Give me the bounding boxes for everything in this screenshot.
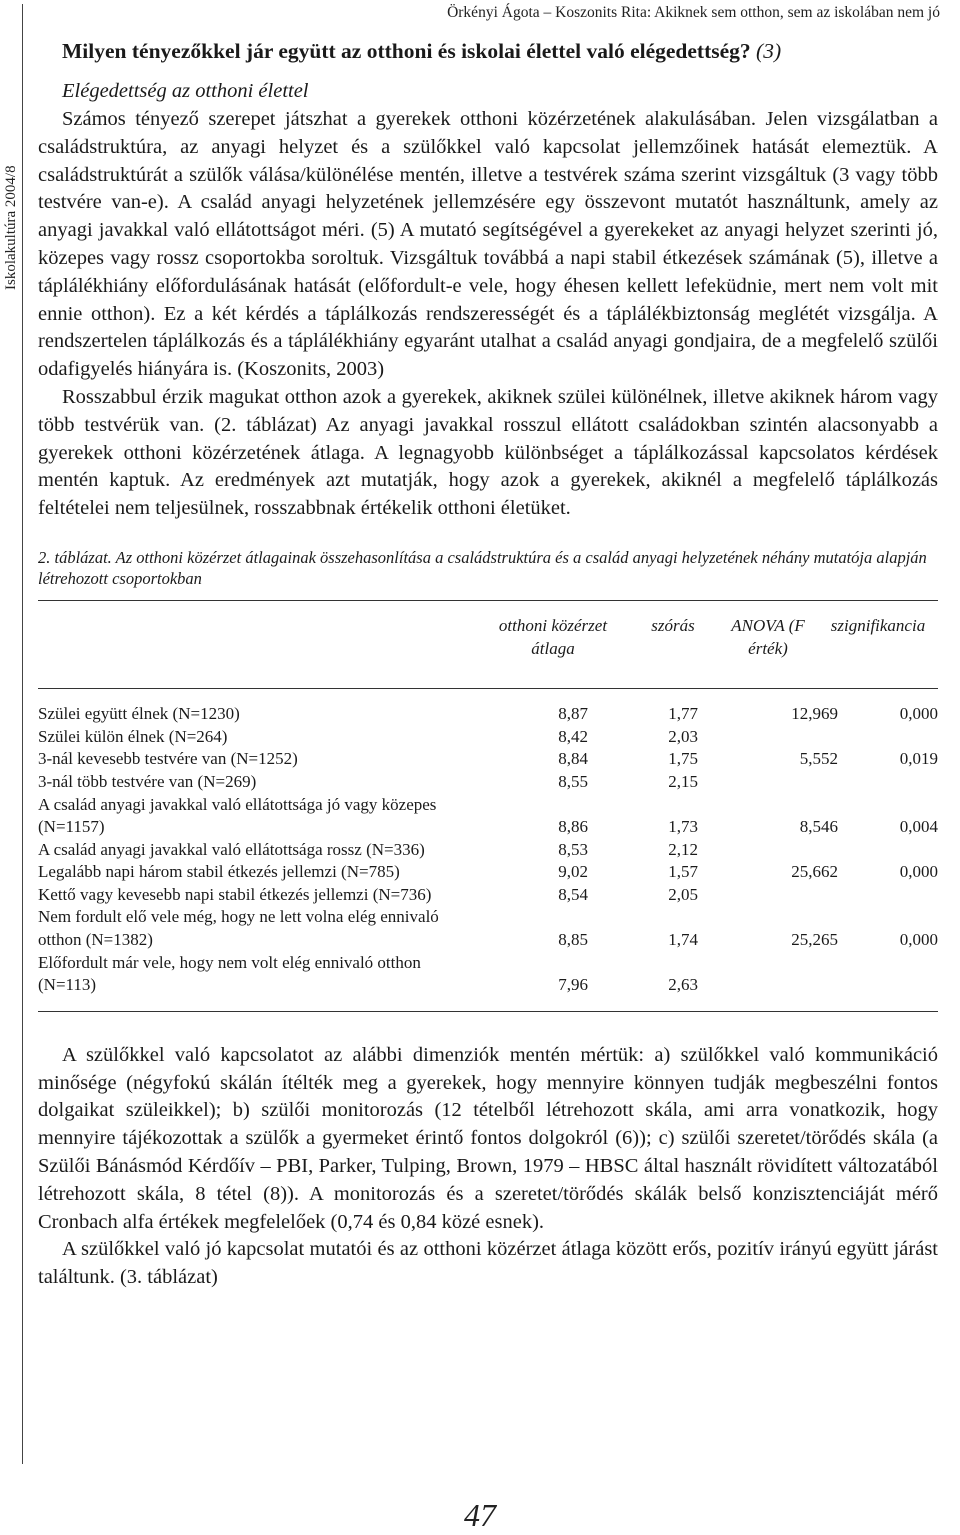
row-sd: 2,12 <box>668 839 698 859</box>
row-anova: 8,546 <box>799 817 838 837</box>
section-title-text: Milyen tényezőkkel jár együtt az otthoni és iskolai élettel való elégedettség? <box>62 39 751 63</box>
table-header-row <box>38 601 938 688</box>
bottom-text <box>38 1042 938 1292</box>
row-anova <box>698 884 838 907</box>
row-label: A család anyagi javakkal való ellátottsága rossz (N=336) <box>38 839 425 859</box>
row-sig: 0,000 <box>899 704 938 724</box>
row-label: Legalább napi három stabil étkezés jellemzi (N=785) <box>38 862 400 882</box>
header-sig: szignifikancia <box>830 615 926 635</box>
header-blank <box>38 601 478 688</box>
row-sig <box>838 771 938 794</box>
row-sd: 2,03 <box>668 726 698 746</box>
row-sig: 0,000 <box>899 930 938 950</box>
row-sd: 2,15 <box>668 771 698 791</box>
row-sd: 1,73 <box>668 817 698 837</box>
row-mean: 8,55 <box>558 771 588 791</box>
data-table-body <box>38 689 938 1011</box>
row-anova: 5,552 <box>799 749 838 769</box>
row-label: A család anyagi javakkal való ellátottsága jó vagy közepes (N=1157) <box>38 794 437 837</box>
table-row <box>38 884 938 907</box>
row-anova: 25,662 <box>791 862 838 882</box>
subhead: Elégedettség az otthoni élettel <box>62 80 309 102</box>
row-anova: 25,265 <box>791 930 838 950</box>
row-mean: 8,53 <box>558 839 588 859</box>
journal-label: Iskolakultúra 2004/8 <box>3 165 19 290</box>
table-row <box>38 748 938 771</box>
row-mean: 8,84 <box>558 749 588 769</box>
row-mean: 8,54 <box>558 884 588 904</box>
row-mean: 8,42 <box>558 726 588 746</box>
row-sd: 1,74 <box>668 930 698 950</box>
page-number: 47 <box>464 1497 496 1533</box>
section-title <box>62 36 938 66</box>
paragraph: Számos tényező szerepet játszhat a gyerekek otthoni közérzetének alakulásában. Jelen vizsgálatban a családstruktúra, az anyagi helyzet és a szülőkkel való kapcsolat jellemzőinek hatását elemeztük. A családstruktúrát a szülők válása/különélése mentén, illetve a testvérek száma szerint vizsgáltuk (3 vagy több testvére van-e). A család anyagi helyzetének jellemzésére egy összevont mutatót használtunk, amely az anyagi javakkal való ellátottságot méri. (5) A mutató segítségével a gyerekeket az anyagi helyzet szerinti jó, közepes vagy rossz csoportokba soroltuk. Vizsgáltuk továbbá a napi stabil étkezések számának (5), illetve a táplálékhiány előfordulásának hatását (előfordult-e vele, hogy éhesen kellett lefeküdnie, mert nem volt mit ennie otthon). Ez a két kérdés a táplálkozás rendszerességét és a táplálékbiztonság meglétét vizsgálja. A rendszertelen táplálkozás és a táplálékhiány egyaránt utalhat a család anyagi gondjaira, de a megfelelő szülői odafigyelés hiányára is. (Koszonits, 2003) <box>38 108 938 381</box>
table-row <box>38 771 938 794</box>
table-row <box>38 726 938 749</box>
article-body <box>38 36 938 1292</box>
row-label: Nem fordult elő vele még, hogy ne lett volna elég ennivaló otthon (N=1382) <box>38 907 439 950</box>
row-sd: 1,75 <box>668 749 698 769</box>
table-row <box>38 794 938 839</box>
table-bottom-rule <box>38 1011 938 1012</box>
row-sig <box>838 884 938 907</box>
running-head: Örkényi Ágota – Koszonits Rita: Akiknek sem otthon, sem az iskolában nem jó <box>447 4 940 21</box>
row-anova <box>698 839 838 862</box>
row-sig: 0,019 <box>899 749 938 769</box>
row-mean: 7,96 <box>558 975 588 995</box>
row-label: Előfordult már vele, hogy nem volt elég ennivaló otthon (N=113) <box>38 952 421 995</box>
paragraph: A szülőkkel való jó kapcsolat mutatói és az otthoni közérzet átlaga között erős, pozitív irányú együtt járást találtunk. (3. táblázat) <box>38 1238 938 1289</box>
header-anova: ANOVA (F érték) <box>731 615 805 658</box>
row-anova <box>698 771 838 794</box>
row-anova <box>698 952 838 1011</box>
data-table <box>38 601 938 688</box>
table-caption-text: Az otthoni közérzet átlagainak összehasonlítása a családstruktúra és a család anyagi helyzetének néhány mutatója alapján létrehozott csoportokban <box>38 547 927 589</box>
side-label <box>0 10 22 300</box>
table-row <box>38 861 938 884</box>
row-sd: 1,77 <box>668 704 698 724</box>
table <box>38 600 938 1012</box>
row-label: Szülei együtt élnek (N=1230) <box>38 704 240 724</box>
header-sd: szórás <box>651 615 695 635</box>
paragraph: A szülőkkel való kapcsolatot az alábbi dimenziók mentén mértük: a) szülőkkel való kommunikáció minősége (négyfokú skálán ítélték meg a gyerekek, hogy mennyire könnyen tudják megbeszélni fontos dolgaikat szüleikkel); b) szülői monitorozás (12 tételből létrehozott skála, ami arra vonatkozik, hogy mennyire tájékozottak a szülők a gyermeket érintő fontos dolgokról (6)); c) szülői szeretet/törődés skála (a Szülői Bánásmód Kérdőív – PBI, Parker, Tulping, Brown, 1979 – HBSC által használt rövidített változatából létrehozott skála, 8 tétel (8)). A monitorozás és a szeretet/törődés skálák belső konzisztenciáját mérő Cronbach alfa értékek megfelelőek (0,74 és 0,84 közé esnek). <box>38 1043 938 1233</box>
row-label: Kettő vagy kevesebb napi stabil étkezés jellemzi (N=736) <box>38 884 432 904</box>
row-label: 3-nál több testvére van (N=269) <box>38 771 257 791</box>
header-mean: otthoni közérzet átlaga <box>498 615 608 658</box>
section-title-ref: (3) <box>756 39 782 63</box>
paragraph: Rosszabbul érzik magukat otthon azok a gyerekek, akiknek szülei különélnek, illetve akiknek három vagy több testvérük van. (2. táblázat) Az anyagi javakkal rosszul ellátott családokban szintén alacsonyabb a gyerekek otthoni közérzetének átlaga. A legnagyobb különbséget a táplálkozással kapcsolatos kérdések mentén kaptuk. Az eredmények azt mutatják, hogy azok a gyerekek, akiknél a megfelelő táplálkozás feltételei nem teljesülnek, rosszabbnak értékelik otthoni életüket. <box>38 385 938 520</box>
row-sd: 1,57 <box>668 862 698 882</box>
row-anova: 12,969 <box>791 704 838 724</box>
row-label: Szülei külön élnek (N=264) <box>38 726 228 746</box>
table-label: 2. táblázat. <box>38 547 112 567</box>
table-row <box>38 906 938 951</box>
table-row <box>38 952 938 1011</box>
row-anova <box>698 726 838 749</box>
table-caption <box>38 547 938 590</box>
row-sd: 2,05 <box>668 884 698 904</box>
row-mean: 9,02 <box>558 862 588 882</box>
row-sig <box>838 839 938 862</box>
margin-rule <box>22 4 23 1464</box>
row-label: 3-nál kevesebb testvére van (N=1252) <box>38 749 298 769</box>
row-sig: 0,004 <box>899 817 938 837</box>
table-row <box>38 839 938 862</box>
row-sig: 0,000 <box>899 862 938 882</box>
row-sig <box>838 726 938 749</box>
row-mean: 8,86 <box>558 817 588 837</box>
row-sig <box>838 952 938 1011</box>
row-mean: 8,85 <box>558 930 588 950</box>
row-sd: 2,63 <box>668 975 698 995</box>
table-row <box>38 689 938 726</box>
row-mean: 8,87 <box>558 704 588 724</box>
